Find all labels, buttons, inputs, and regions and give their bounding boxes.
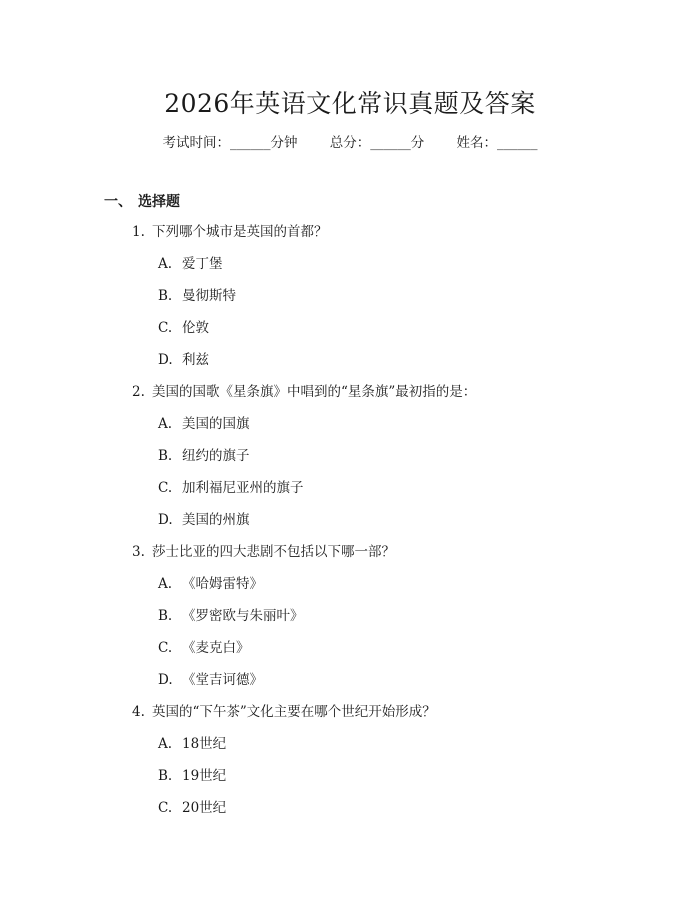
- student-name-field: 姓名：______: [456, 135, 538, 151]
- option-2-b: [158, 447, 250, 465]
- option-text: 美国的国旗: [182, 416, 250, 432]
- option-3-a: [158, 575, 263, 593]
- option-text: 《罗密欧与朱丽叶》: [182, 608, 304, 624]
- option-2-c: [158, 479, 304, 497]
- question-text: 美国的国歌《星条旗》中唱到的“星条旗”最初指的是：: [152, 384, 477, 400]
- option-2-d: [158, 511, 250, 529]
- option-text: 利兹: [182, 352, 209, 368]
- total-score-field: 总分：______分: [329, 135, 425, 151]
- option-letter: C.: [158, 480, 173, 496]
- option-text: 18世纪: [182, 736, 227, 752]
- option-3-b: [158, 607, 304, 625]
- option-text: 纽约的旗子: [182, 448, 250, 464]
- option-letter: A.: [158, 576, 173, 592]
- option-text: 美国的州旗: [182, 512, 250, 528]
- option-letter: A.: [158, 416, 173, 432]
- option-4-a: [158, 735, 226, 753]
- option-text: 《哈姆雷特》: [182, 576, 263, 592]
- section-number: 一、: [104, 194, 132, 210]
- option-text: 曼彻斯特: [182, 288, 236, 304]
- question-2: [132, 383, 476, 401]
- option-1-a: [158, 255, 223, 273]
- option-3-d: [158, 671, 263, 689]
- option-text: 《麦克白》: [182, 640, 250, 656]
- option-text: 加利福尼亚州的旗子: [182, 480, 304, 496]
- exam-meta: [0, 131, 700, 151]
- option-text: 19世纪: [182, 768, 227, 784]
- question-text: 下列哪个城市是英国的首都？: [152, 224, 328, 240]
- option-1-d: [158, 351, 209, 369]
- option-4-b: [158, 767, 226, 785]
- option-3-c: [158, 639, 250, 657]
- question-3: [132, 543, 395, 561]
- question-number: 4.: [132, 704, 145, 720]
- question-1: [132, 223, 328, 241]
- option-letter: B.: [158, 608, 173, 624]
- section-title: 选择题: [138, 194, 180, 210]
- option-letter: A.: [158, 256, 173, 272]
- option-4-c: [158, 799, 226, 817]
- option-letter: C.: [158, 640, 173, 656]
- option-letter: A.: [158, 736, 173, 752]
- question-number: 1.: [132, 224, 145, 240]
- document-title: 2026年英语文化常识真题及答案: [164, 89, 536, 118]
- question-number: 3.: [132, 544, 145, 560]
- option-text: 《堂吉诃德》: [182, 672, 263, 688]
- option-letter: B.: [158, 768, 173, 784]
- option-text: 爱丁堡: [182, 256, 223, 272]
- option-letter: D.: [158, 352, 173, 368]
- option-letter: C.: [158, 320, 173, 336]
- option-text: 20世纪: [182, 800, 227, 816]
- exam-time-field: 考试时间：______分钟: [162, 135, 298, 151]
- question-text: 莎士比亚的四大悲剧不包括以下哪一部？: [152, 544, 395, 560]
- option-2-a: [158, 415, 250, 433]
- option-1-c: [158, 319, 209, 337]
- question-4: [132, 703, 436, 721]
- question-text: 英国的“下午茶”文化主要在哪个世纪开始形成？: [152, 704, 436, 720]
- option-letter: D.: [158, 512, 173, 528]
- option-1-b: [158, 287, 236, 305]
- option-letter: D.: [158, 672, 173, 688]
- option-letter: B.: [158, 288, 173, 304]
- section-heading: [104, 191, 180, 211]
- option-letter: B.: [158, 448, 173, 464]
- question-number: 2.: [132, 384, 145, 400]
- option-letter: C.: [158, 800, 173, 816]
- option-text: 伦敦: [182, 320, 209, 336]
